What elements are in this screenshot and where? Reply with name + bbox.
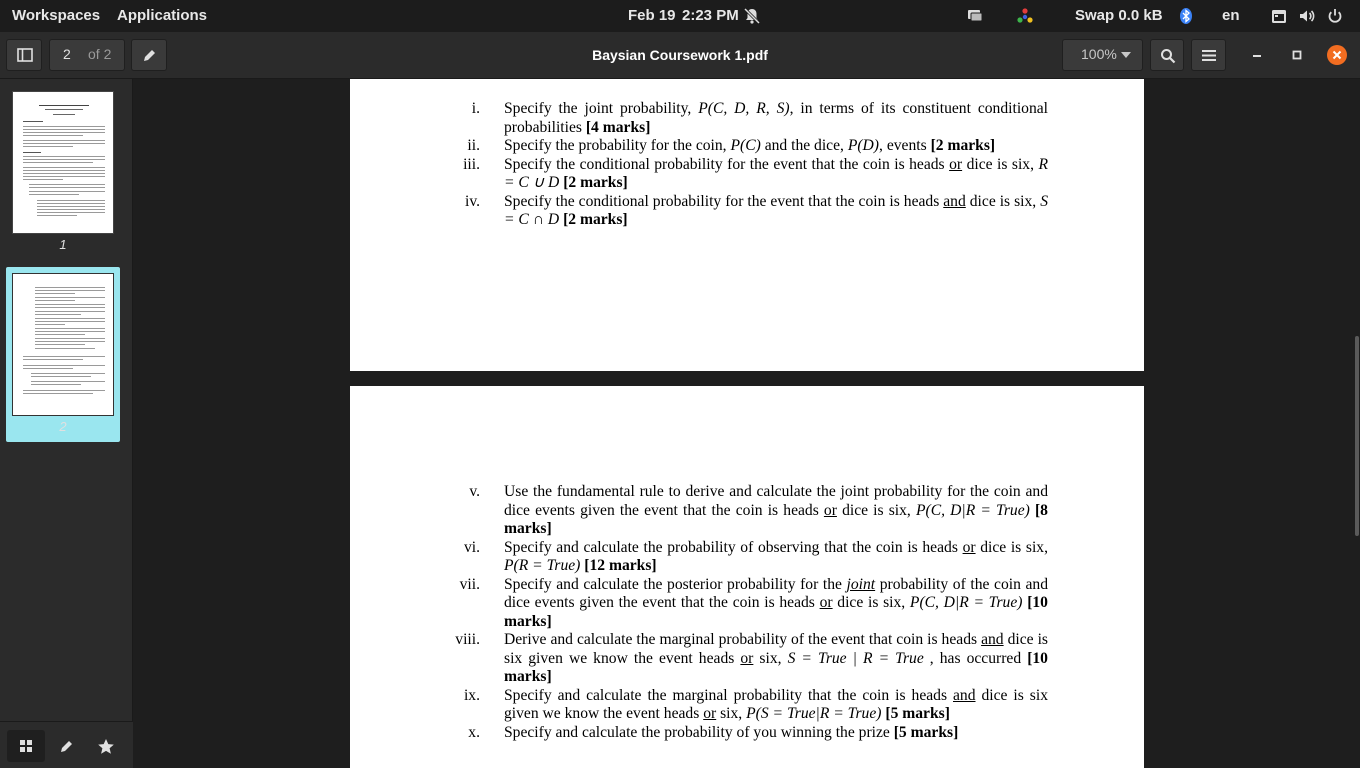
workspaces-menu[interactable]: Workspaces (12, 7, 101, 24)
question-number: v. (469, 483, 480, 500)
question-item (468, 723, 1048, 743)
question-text: Specify the joint probability, P(C, D, R, S), in terms of its constituent conditional probabilities [4 marks] (504, 100, 1048, 136)
date-label[interactable]: Feb 19 (628, 7, 676, 24)
thumbnails-view-button[interactable] (7, 730, 45, 762)
pencil-icon (142, 48, 157, 63)
calendar-icon[interactable] (1270, 7, 1288, 25)
question-item (455, 631, 1048, 687)
zoom-level: 100% (1081, 46, 1117, 62)
hamburger-icon (1202, 49, 1216, 62)
page-selector (49, 39, 125, 71)
maximize-icon[interactable] (1291, 49, 1303, 61)
swap-indicator[interactable]: Swap 0.0 kB (1075, 7, 1163, 24)
close-icon[interactable] (1327, 45, 1347, 65)
pdf-page-2 (350, 386, 1144, 768)
question-number: ii. (467, 137, 480, 154)
question-number: vi. (463, 538, 480, 556)
question-text: Specify the conditional probability for the event that the coin is heads or dice is six, R = C ∪ D [2 marks] (504, 155, 1048, 191)
question-item (464, 192, 1048, 230)
question-number: iii. (463, 155, 480, 173)
document-viewer-header (0, 32, 1360, 79)
page-total-label: of 2 (88, 46, 112, 62)
question-item (469, 483, 1048, 539)
question-number: iv. (464, 192, 480, 210)
question-number: viii. (455, 631, 480, 648)
question-text: Specify and calculate the probability of observing that the coin is heads or dice is six, P(R = True) [12 marks] (504, 538, 1048, 574)
question-text: Specify and calculate the marginal probability that the coin is heads and dice is six given we know the event heads or six, P(S = True|R = True) [5 marks] (504, 686, 1048, 722)
minimize-icon[interactable] (1251, 54, 1263, 58)
question-number: i. (471, 100, 480, 117)
screen-share-icon[interactable] (966, 7, 984, 25)
time-label[interactable]: 2:23 PM (682, 7, 739, 24)
annotate-button[interactable] (131, 39, 167, 71)
question-number: ix. (463, 686, 480, 704)
question-list-page-2 (455, 483, 1048, 742)
pdf-page-1 (350, 79, 1144, 371)
question-item (467, 137, 1048, 156)
question-item (459, 575, 1048, 632)
grid-icon (20, 740, 32, 752)
question-number: vii. (459, 575, 480, 593)
toggle-sidebar-button[interactable] (6, 39, 42, 71)
search-button[interactable] (1150, 39, 1184, 71)
question-number: x. (468, 723, 480, 741)
vertical-scrollbar[interactable] (1355, 336, 1359, 536)
main-menu-button[interactable] (1191, 39, 1226, 71)
question-text: Specify and calculate the probability of you winning the prize [5 marks] (504, 723, 959, 741)
question-item (471, 100, 1048, 137)
bluetooth-icon[interactable] (1177, 7, 1195, 25)
document-title: Baysian Coursework 1.pdf (592, 47, 768, 63)
thumbnail-sidebar (0, 79, 133, 768)
question-text: Specify the conditional probability for the event that the coin is heads and dice is six, S = C ∩ D [2 marks] (504, 192, 1048, 228)
page-thumbnail-1[interactable] (12, 91, 114, 234)
question-item (463, 155, 1048, 193)
question-text: Use the fundamental rule to derive and calculate the joint probability for the coin and dice events given the event that the coin is heads or dice is six, P(C, D|R = True) [8 marks] (504, 483, 1048, 537)
search-icon (1160, 48, 1176, 64)
annotations-view-button[interactable] (47, 730, 85, 762)
thumbnail-label-2: 2 (59, 419, 67, 434)
power-icon[interactable] (1326, 7, 1344, 25)
volume-icon[interactable] (1298, 7, 1316, 25)
question-text: Derive and calculate the marginal probability of the event that coin is heads and dice is six given we know the event heads or six, S = True | R = True , has occurred [10 marks] (504, 631, 1048, 685)
sidebar-bottom-bar (0, 721, 133, 768)
question-text: Specify the probability for the coin, P(C) and the dice, P(D), events [2 marks] (504, 137, 996, 154)
document-viewport[interactable] (134, 79, 1360, 768)
question-list-page-1 (463, 100, 1048, 230)
zoom-selector[interactable] (1062, 39, 1143, 71)
sidebar-icon (17, 48, 33, 62)
system-top-bar (0, 0, 1360, 32)
page-thumbnail-2[interactable] (12, 273, 114, 416)
page-number-input[interactable]: 2 (63, 46, 71, 62)
question-text: Specify and calculate the posterior probability for the joint probability of the coin and dice events given the event that the coin is heads or dice is six, P(C, D|R = True) [10 marks] (504, 575, 1048, 630)
thumbnail-label-1: 1 (59, 237, 67, 252)
notifications-off-icon[interactable] (743, 7, 761, 25)
star-icon (97, 738, 115, 755)
keyboard-language[interactable]: en (1222, 7, 1240, 24)
applications-menu[interactable]: Applications (117, 7, 208, 24)
chevron-down-icon (1121, 52, 1131, 58)
bookmarks-view-button[interactable] (87, 730, 125, 762)
question-item (463, 686, 1048, 724)
color-picker-icon[interactable] (1016, 7, 1034, 25)
pencil-icon (59, 739, 74, 754)
question-item (463, 538, 1048, 576)
